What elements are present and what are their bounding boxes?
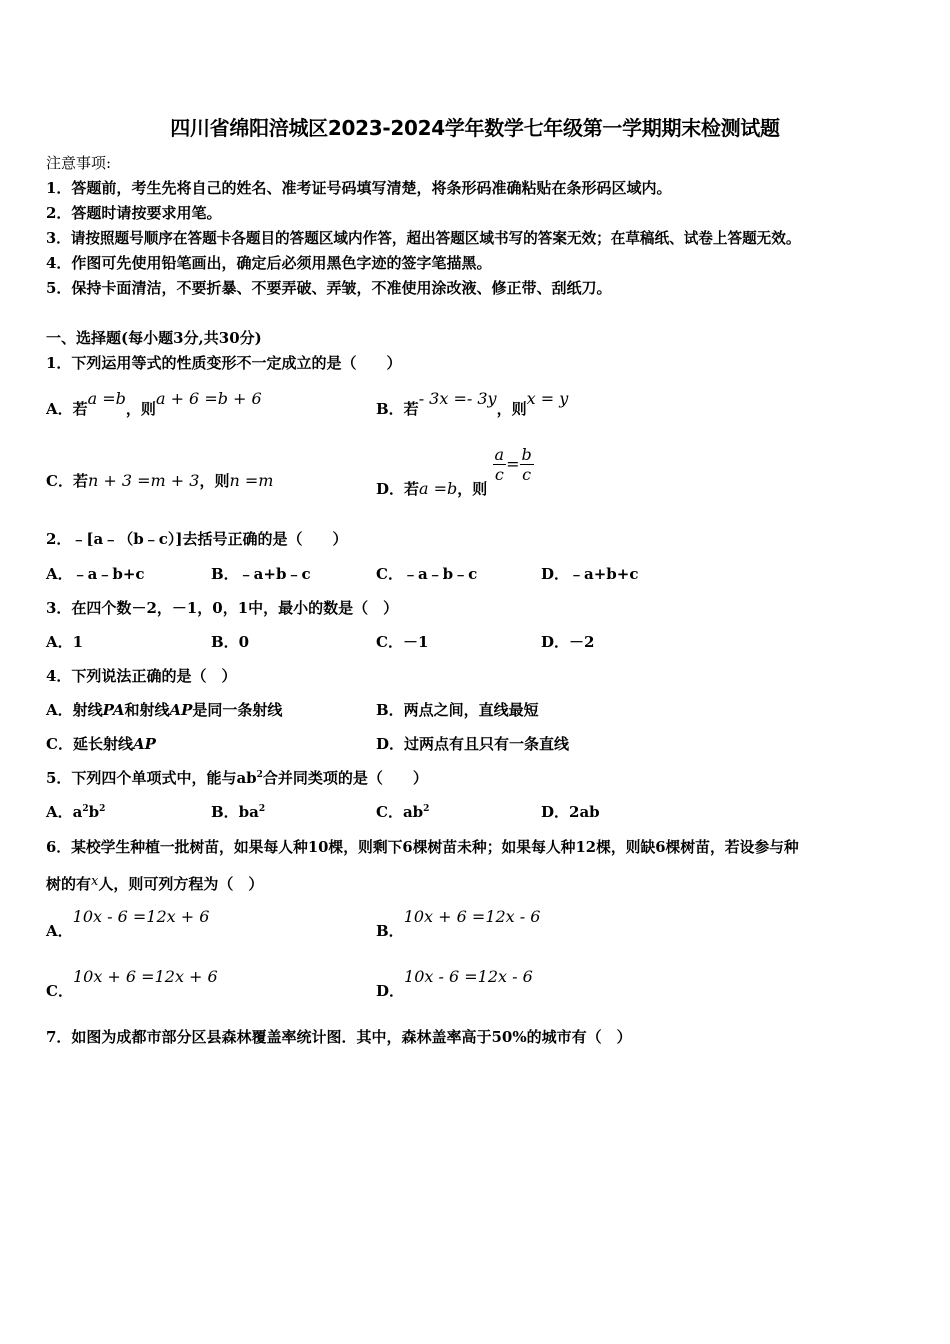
- q1-c-condition: n + 3 =m + 3: [87, 471, 200, 490]
- q6-option-d: D．10x - 6 =12x - 6: [376, 967, 533, 1000]
- q5-option-c: C．$ab^2$: [376, 803, 430, 821]
- q6-c-equation: 10x + 6 =12x + 6: [72, 967, 218, 986]
- question-6-stem-line1: 6．某校学生种植一批树苗，如果每人种10棵，则剩下6棵树苗未种；如果每人种12棵，则缺6棵树苗，若设参与种: [46, 839, 799, 856]
- q5-option-d: D．2ab: [541, 803, 600, 821]
- q3-option-b: B．0: [211, 633, 250, 651]
- q1-option-a: [46, 389, 262, 419]
- q1-d-equals: =: [506, 454, 520, 474]
- section-heading: 一、选择题(每小题3分,共30分): [46, 329, 262, 347]
- q6-b-equation: 10x + 6 =12x - 6: [403, 907, 541, 926]
- q3-option-d: D．－2: [541, 633, 595, 651]
- q2-option-c: C．﹣a﹣b﹣c: [376, 565, 478, 583]
- q1-d-fraction-left: $\frac{a}{c}$: [494, 445, 505, 484]
- q6-option-a: A．10x - 6 =12x + 6: [46, 907, 210, 940]
- q1-a-condition: a =b: [87, 389, 126, 408]
- q2-option-b: B．﹣a+b﹣c: [211, 565, 311, 583]
- q1-d-condition: a =b: [419, 478, 458, 498]
- note-item-3: 3．请按照题号顺序在答题卡各题目的答题区域内作答，超出答题区域书写的答案无效；在草稿纸、试卷上答题无效。: [46, 230, 801, 247]
- q1-d-then: ，则: [457, 479, 488, 498]
- q1-a-then: ，则: [125, 400, 156, 418]
- question-3-stem: 3．在四个数－2，－1，0，1中，最小的数是（ ）: [46, 599, 399, 617]
- q4-option-d: D．过两点有且只有一条直线: [376, 735, 570, 753]
- q4-option-c: C．延长射线AP: [46, 735, 156, 753]
- question-5-stem: 5．下列四个单项式中，能与$ab^2$合并同类项的是（ ）: [46, 769, 428, 787]
- page-title: 四川省绵阳涪城区2023-2024学年数学七年级第一学期期末检测试题: [170, 116, 780, 140]
- q3-option-c: C．－1: [376, 633, 429, 651]
- q1-a-label: A．若: [46, 400, 88, 418]
- q1-c-label: C．若: [46, 472, 88, 490]
- q1-c-then: ，则: [199, 472, 230, 490]
- note-item-2: 2．答题时请按要求用笔。: [46, 204, 222, 222]
- q6-d-equation: 10x - 6 =12x - 6: [404, 967, 533, 986]
- q1-option-c: [46, 470, 273, 491]
- q6-option-c: C．10x + 6 =12x + 6: [46, 967, 218, 1000]
- q1-d-label: D．若: [376, 479, 420, 498]
- q1-d-fraction-right: $\frac{b}{c}$: [521, 445, 532, 484]
- q3-option-a: A．1: [46, 633, 84, 651]
- q1-option-d: [376, 445, 534, 498]
- question-7-stem: 7．如图为成都市部分区县森林覆盖率统计图．其中，森林盖率高于50%的城市有（ ）: [46, 1028, 632, 1046]
- question-6-stem-line2: 树的有x人，则可列方程为（ ）: [46, 874, 264, 893]
- q4-option-a: A．射线PA和射线AP是同一条射线: [46, 701, 283, 719]
- q6-a-equation: 10x - 6 =12x + 6: [72, 907, 210, 926]
- q2-option-a: A．﹣a﹣b+c: [46, 565, 145, 583]
- q5-option-b: B．$ba^2$: [211, 803, 266, 821]
- q5-option-a: A．$a^2b^2$: [46, 803, 106, 821]
- q6-option-b: B．10x + 6 =12x - 6: [376, 907, 541, 940]
- q1-b-result: x = y: [526, 389, 569, 408]
- note-item-5: 5．保持卡面清洁，不要折暴、不要弄破、弄皱，不准使用涂改液、修正带、刮纸刀。: [46, 279, 612, 297]
- q1-c-result: n =m: [229, 471, 274, 490]
- q1-option-b: [376, 389, 569, 419]
- question-2-stem: 2．﹣[a﹣（b﹣c）]去括号正确的是（ ）: [46, 530, 348, 548]
- q1-b-then: ，则: [496, 400, 527, 418]
- question-1-stem: 1．下列运用等式的性质变形不一定成立的是（ ）: [46, 354, 402, 372]
- note-item-1: 1．答题前，考生先将自己的姓名、准考证号码填写清楚，将条形码准确粘贴在条形码区域内。: [46, 179, 672, 197]
- q2-option-d: D．﹣a+b+c: [541, 565, 639, 583]
- question-4-stem: 4．下列说法正确的是（ ）: [46, 667, 237, 685]
- q1-b-condition: - 3x =- 3y: [418, 389, 497, 408]
- note-item-4: 4．作图可先使用铅笔画出，确定后必须用黑色字迹的签字笔描黑。: [46, 254, 492, 272]
- q4-option-b: B．两点之间，直线最短: [376, 701, 539, 719]
- q1-b-label: B．若: [376, 400, 419, 418]
- q1-a-result: a + 6 =b + 6: [155, 389, 262, 408]
- notes-heading: 注意事项:: [46, 154, 112, 172]
